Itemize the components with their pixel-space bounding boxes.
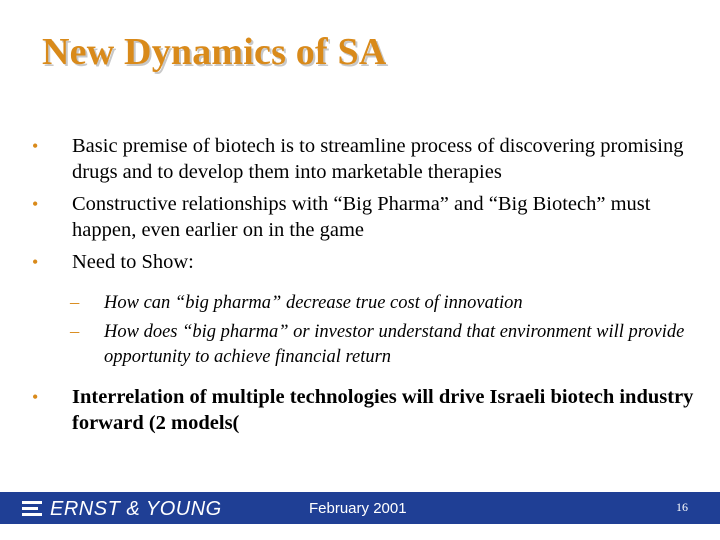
logo-mark-icon xyxy=(22,499,44,519)
bullet-item xyxy=(28,384,708,436)
logo-text: ERNST & YOUNG xyxy=(50,497,222,520)
footer-bar xyxy=(0,492,720,524)
bullet-icon: • xyxy=(32,194,39,214)
bullet-list xyxy=(28,133,708,442)
footer-date: February 2001 xyxy=(309,500,407,517)
bullet-item xyxy=(28,133,708,185)
bullet-icon: • xyxy=(32,387,39,407)
bullet-item xyxy=(28,191,708,243)
bullet-item xyxy=(28,249,708,275)
sub-bullet-item xyxy=(28,320,708,370)
sub-bullet-text: How does “big pharma” or investor understand that environment will provide opportunity to achieve financial return xyxy=(104,322,685,367)
bullet-text: Constructive relationships with “Big Pharma” and “Big Biotech” must happen, even earlier on in the game xyxy=(72,193,651,241)
sub-bullet-item xyxy=(28,291,708,316)
company-logo xyxy=(22,496,222,522)
bullet-text: Need to Show: xyxy=(72,251,194,273)
dash-icon: – xyxy=(70,293,80,313)
page-number: 16 xyxy=(676,500,688,514)
sub-bullet-text: How can “big pharma” decrease true cost of innovation xyxy=(104,293,523,313)
bullet-text: Basic premise of biotech is to streamline process of discovering promising drugs and to develop them into marketable therapies xyxy=(72,135,684,183)
bullet-text: Interrelation of multiple technologies will drive Israeli biotech industry forward (2 models( xyxy=(72,386,694,434)
bullet-icon: • xyxy=(32,252,39,272)
slide-title: New Dynamics of SA xyxy=(42,31,387,73)
dash-icon: – xyxy=(70,322,80,342)
bullet-icon: • xyxy=(32,136,39,156)
